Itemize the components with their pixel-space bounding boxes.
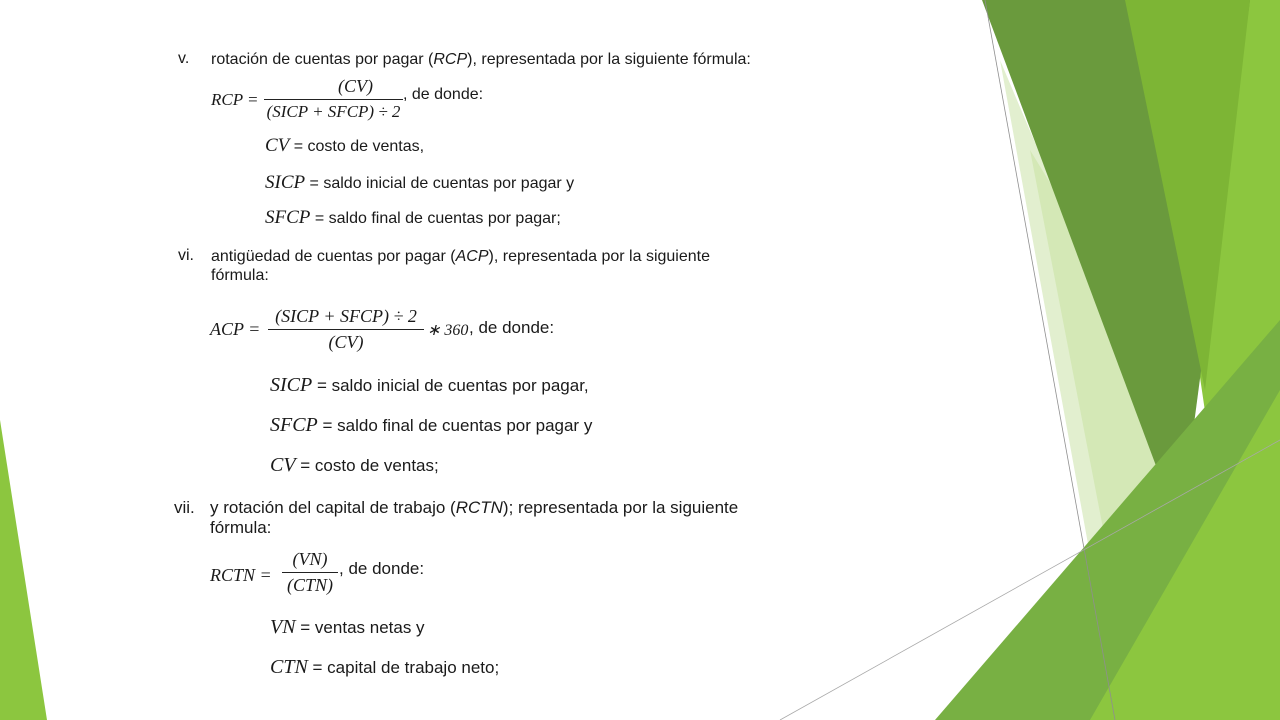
def-text: = costo de ventas,: [289, 138, 425, 155]
def-text: = ventas netas y: [295, 618, 425, 637]
section-vi-heading-before: antigüedad de cuentas por pagar (: [211, 248, 456, 265]
section-v-number: v.: [178, 50, 190, 67]
section-vi-heading-abbr: ACP: [455, 248, 489, 265]
section-vii-heading-after: ); representada por la siguiente: [502, 498, 739, 517]
section-v-heading-before: rotación de cuentas por pagar (: [211, 51, 434, 68]
acp-formula-suffix: , de donde:: [469, 318, 555, 337]
rcp-definition-sicp: [265, 172, 574, 194]
def-symbol: SICP: [270, 374, 313, 396]
rcp-definition-sfcp: [265, 207, 561, 229]
acp-multiplier: ∗ 360: [427, 322, 469, 339]
def-symbol: SFCP: [270, 414, 318, 436]
def-symbol: CV: [270, 454, 296, 476]
rcp-formula-fraction: [264, 76, 403, 122]
section-v-heading-abbr: RCP: [433, 51, 468, 68]
rcp-formula-suffix: , de donde:: [403, 86, 484, 103]
acp-definition-cv: [270, 454, 439, 477]
section-vii-heading-line2: fórmula:: [210, 518, 272, 537]
section-v-heading-after: ), representada por la siguiente fórmula:: [467, 51, 751, 68]
section-vi-heading-line2: fórmula:: [211, 267, 269, 284]
section-vii-heading-before: y rotación del capital de trabajo (: [210, 498, 456, 517]
section-vi-heading-after: ), representada por la siguiente: [488, 248, 710, 265]
section-v-heading: [211, 50, 751, 69]
def-symbol: CV: [265, 135, 290, 156]
def-symbol: CTN: [270, 656, 308, 678]
def-text: = saldo inicial de cuentas por pagar,: [312, 376, 589, 395]
rcp-numerator: (CV): [338, 76, 373, 96]
rctn-formula-fraction: [282, 549, 338, 596]
def-text: = costo de ventas;: [295, 456, 439, 475]
rctn-definition-ctn: [270, 656, 499, 679]
def-text: = saldo inicial de cuentas por pagar y: [305, 175, 575, 192]
left-green-triangle: [0, 420, 47, 720]
def-symbol: SFCP: [265, 207, 311, 228]
section-vii-heading-line1: [210, 498, 738, 518]
def-text: = saldo final de cuentas por pagar y: [317, 416, 593, 435]
acp-definition-sicp: [270, 374, 589, 397]
rcp-formula-lhs: RCP =: [211, 90, 259, 109]
acp-denominator: (CV): [328, 332, 364, 352]
acp-definition-sfcp: [270, 414, 592, 437]
section-vii-heading-abbr: RCTN: [455, 498, 503, 517]
rctn-denominator: (CTN): [286, 575, 333, 595]
def-text: = saldo final de cuentas por pagar;: [310, 210, 561, 227]
rcp-denominator: (SICP + SFCP) ÷ 2: [266, 102, 401, 121]
section-vii-number: vii.: [174, 498, 195, 517]
acp-numerator: (SICP + SFCP) ÷ 2: [275, 306, 417, 326]
rctn-definition-vn: [270, 616, 425, 639]
def-text: = capital de trabajo neto;: [307, 658, 500, 677]
rctn-formula-suffix: , de donde:: [339, 559, 425, 578]
rctn-formula-lhs: RCTN =: [210, 565, 272, 585]
acp-formula-lhs: ACP =: [210, 319, 261, 339]
acp-formula-fraction: [268, 306, 424, 353]
def-symbol: SICP: [265, 172, 306, 193]
section-vi-heading-line1: [211, 247, 710, 266]
section-vi-number: vi.: [178, 247, 194, 264]
rctn-numerator: (VN): [292, 549, 328, 569]
def-symbol: VN: [270, 616, 296, 638]
rcp-definition-cv: [265, 135, 424, 157]
